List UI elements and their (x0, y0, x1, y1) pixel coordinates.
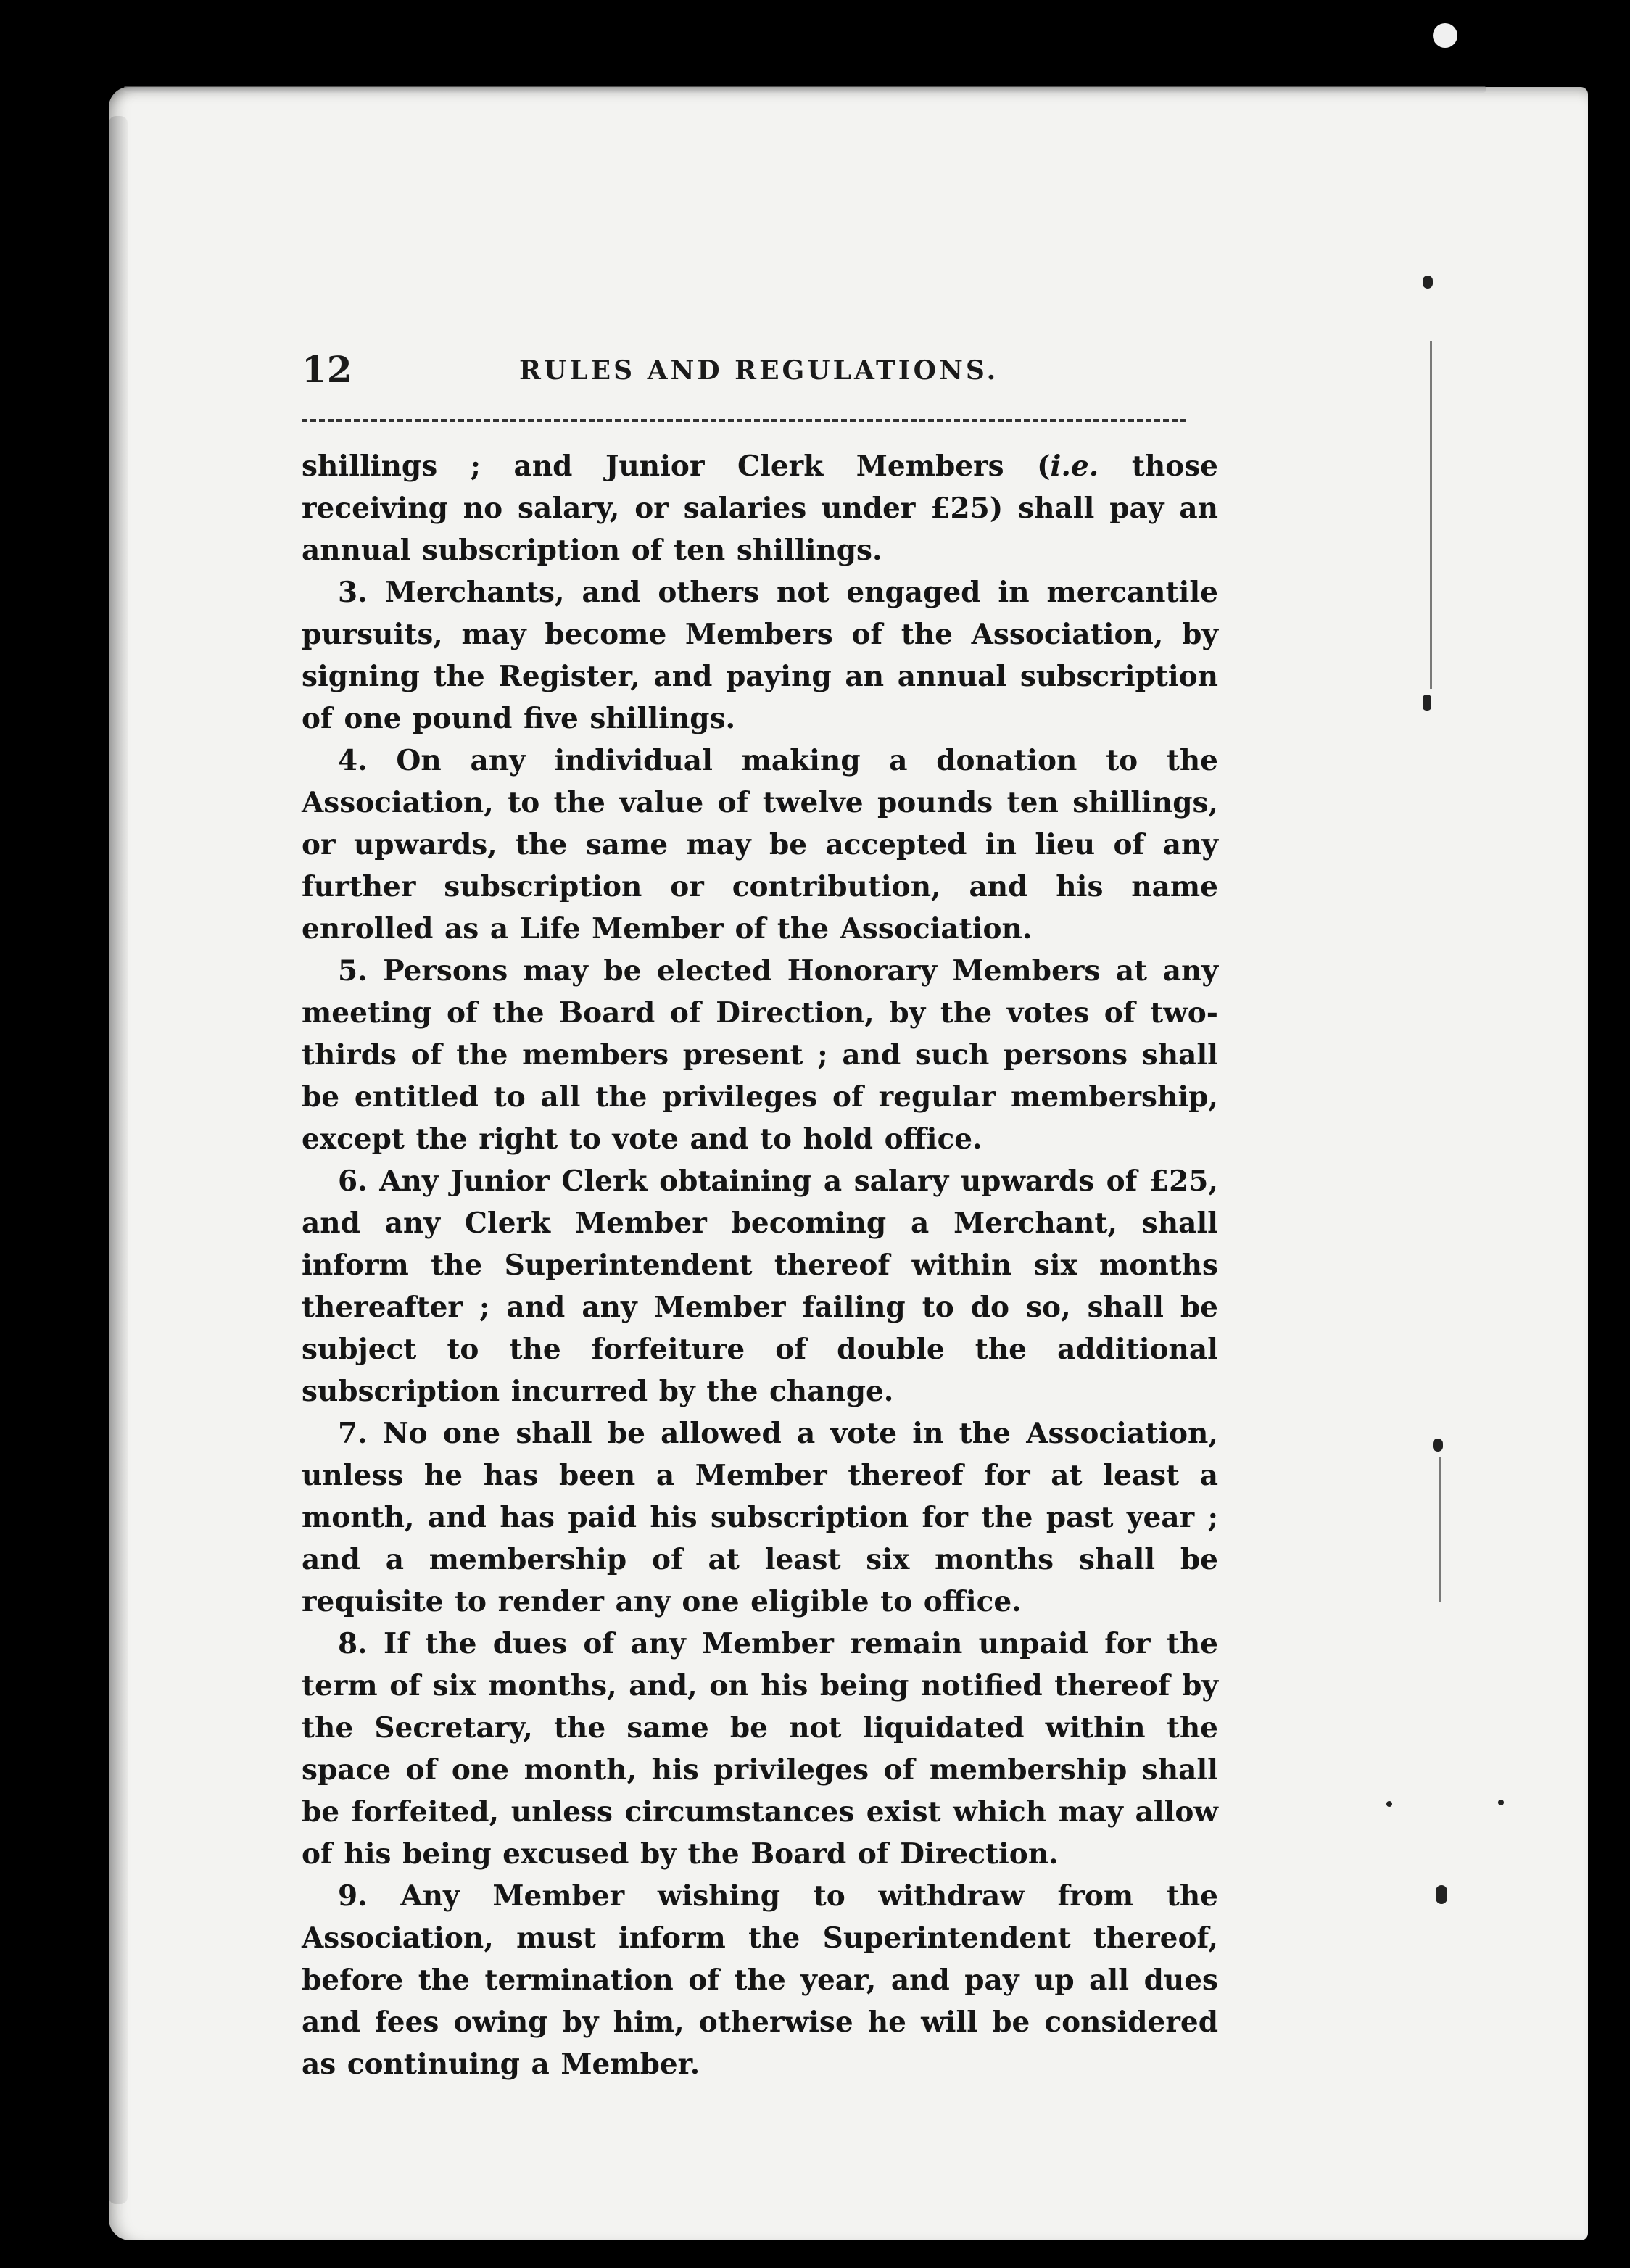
running-head: RULES AND REGULATIONS. (519, 355, 999, 386)
paragraph-rule-8: 8. If the dues of any Member remain unpaid for the term of six months, and, on his being notified thereof by the Secretary, the same be not liquidated within the space of one month, his privileges of membership shall be forfeited, unless circumstances exist which may allow of his being excused by the Board of Direction. (302, 1627, 1218, 1871)
paragraph-rule-9: 9. Any Member wishing to withdraw from the Association, must inform the Superintendent thereof, before the termination of the year, and pay up all dues and fees owing by him, otherwise he will be considered as continuing a Member. (302, 1879, 1218, 2081)
paragraph-text-part: shillings ; and Junior Clerk Members ( (302, 450, 1051, 483)
paragraph-rule-6: 6. Any Junior Clerk obtaining a salary upwards of £25, and any Clerk Member becoming a Merchant, shall inform the Superintendent thereof within six months thereafter ; and any Member failing to do so, shall be subject to the forfeiture of double the additional subscription incurred by the change. (302, 1164, 1218, 1408)
margin-mark (1498, 1800, 1504, 1805)
paragraph-rule-7: 7. No one shall be allowed a vote in the Association, unless he has been a Member thereof for at least a month, and has paid his subscription for the past year ; and a membership of at least six months shall be requisite to render any one eligible to office. (302, 1417, 1218, 1618)
margin-mark (1423, 276, 1433, 289)
margin-mark (1423, 695, 1431, 711)
margin-mark (1386, 1801, 1392, 1807)
margin-mark (1433, 1439, 1443, 1452)
paragraph-rule-3: 3. Merchants, and others not engaged in mercantile pursuits, may become Members of the Association, by signing the Register, and paying an annual subscription of one pound five shillings. (302, 576, 1218, 735)
margin-scribble (1439, 1457, 1441, 1602)
corner-speck (1433, 23, 1457, 48)
paragraph-text-part: those receiving no salary, or salaries under £25) shall pay an annual subscription of ten shillings. (302, 450, 1218, 567)
margin-mark (1436, 1885, 1447, 1904)
paragraph-continuation (302, 445, 1218, 571)
paragraph-rule-5: 5. Persons may be elected Honorary Members at any meeting of the Board of Direction, by the votes of two-thirds of the members present ; and such persons shall be entitled to all the privileges of regular membership, except the right to vote and to hold office. (302, 954, 1218, 1156)
paragraph-rule-4: 4. On any individual making a donation to the Association, to the value of twelve pounds ten shillings, or upwards, the same may be accepted in lieu of any further subscription or contribution, and his name enrolled as a Life Member of the Association. (302, 744, 1218, 945)
body-text (302, 445, 1218, 2085)
page-number: 12 (302, 348, 352, 391)
italic-ie: i.e. (1050, 450, 1099, 483)
page-header (302, 348, 1218, 406)
page-top-edge-shadow (123, 86, 1486, 93)
page-left-edge-shadow (109, 116, 128, 2204)
header-rule (302, 419, 1186, 422)
margin-scribble (1430, 341, 1432, 689)
